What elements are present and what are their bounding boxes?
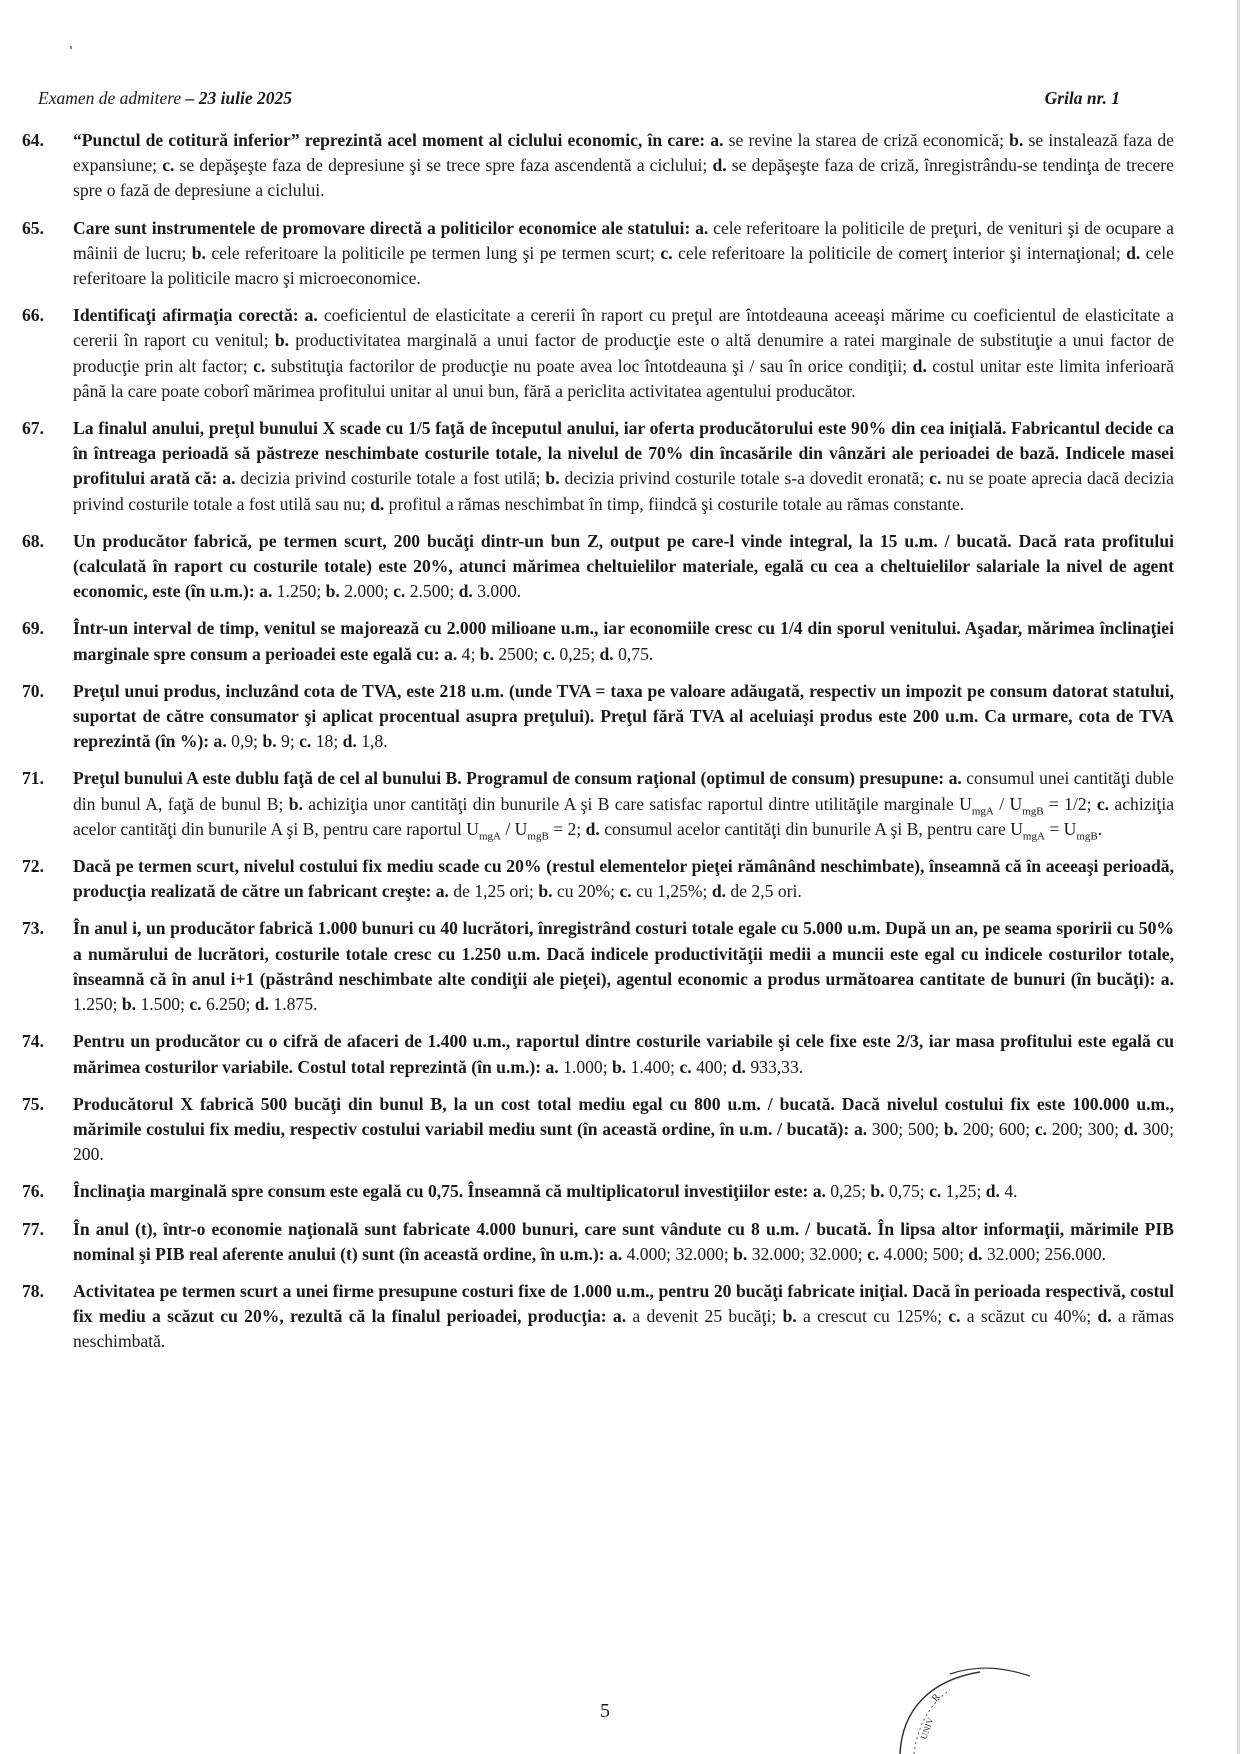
question-text-segment: 1.250; [73, 994, 122, 1015]
question-text-segment: cele referitoare la politicile de comerţ interior şi internaţional; [672, 242, 1127, 263]
question-text-segment: 0,25; [825, 1181, 871, 1202]
question-text [73, 766, 1174, 842]
question-item [22, 216, 1174, 292]
question-stem-or-option-letter: c. [1096, 793, 1110, 814]
question-item [22, 679, 1174, 755]
question-text-segment: 300; 500; [867, 1118, 944, 1139]
question-stem-or-option-letter: b. [191, 242, 206, 263]
question-text-segment: . [1097, 818, 1103, 839]
question-text-segment: 4.000; 500; [879, 1243, 969, 1264]
question-stem-or-option-letter: d. [1097, 1306, 1112, 1327]
question-stem-or-option-letter: b. [1009, 130, 1024, 150]
question-text-segment: a scăzut cu 40%; [960, 1306, 1098, 1327]
question-stem-or-option-letter: b. [943, 1118, 959, 1139]
question-stem-or-option-letter: c. [929, 468, 942, 489]
question-stem-or-option-letter: Preţul unui produs, incluzând cota de TVA, este 218 u.m. (unde TVA = taxa pe valoare adăugată, respectiv un impozit pe consum datorat statului, suportat de către consumator şi aplicat procentual asupra preţului). Preţul fără TVA al aceluiaşi produs este 200 u.m. Ca urmare, cota de TVA reprezintă (în %): a. [73, 680, 1174, 752]
question-item [22, 303, 1174, 404]
exam-date: – 23 iulie 2025 [185, 88, 293, 108]
question-text-segment: decizia privind costurile totale s-a dovedit eronată; [559, 468, 930, 489]
question-item [22, 854, 1174, 904]
question-text-segment: 0,9; [226, 731, 263, 752]
question-text-segment: substituţia factorilor de producţie nu poate avea loc întotdeauna şi / sau în orice condiţii; [265, 355, 913, 376]
question-number: 65. [22, 217, 44, 238]
question-text [73, 854, 1174, 904]
grid-number: Grila nr. 1 [1044, 88, 1120, 108]
question-number: 68. [22, 530, 44, 551]
question-text-segment: consumul unei cantităţi duble din bunul A, faţă de bunul B; [73, 768, 1174, 814]
question-text-segment: se depăşeşte faza de depresiune şi se trece spre faza ascendentă a ciclului; [174, 155, 713, 176]
question-text-segment: 1.000; [558, 1056, 612, 1077]
question-stem-or-option-letter: b. [288, 793, 303, 814]
question-stem-or-option-letter: c. [253, 355, 266, 376]
question-stem-or-option-letter: b. [121, 994, 137, 1015]
question-stem-or-option-letter: c. [299, 731, 312, 752]
question-text-segment: = 2; [548, 818, 586, 839]
question-number: 64. [22, 130, 44, 150]
question-stem-or-option-letter: d. [912, 355, 927, 376]
question-stem-or-option-letter: Pentru un producător cu o cifră de afaceri de 1.400 u.m., raportul dintre costurile variabile şi cele fixe este 2/3, iar masa profitului este egală cu mărimea costurilor variabile. Costul total reprezintă (în u.m.): a. [73, 1031, 1174, 1077]
question-text [73, 416, 1174, 517]
question-stem-or-option-letter: Un producător fabrică, pe termen scurt, 200 bucăţi dintr-un bun Z, output pe care-l vinde integral, la 15 u.m. / bucată. Dacă rata profitului (calculată în raport cu costurile totale) este 20%, atunci mărimea cheltuielilor materiale, egală cu cea a cheltuielilor salariale la nivel de agent economic, este (în u.m.): a. [73, 530, 1174, 602]
question-stem-or-option-letter: b. [538, 881, 553, 902]
question-stem-or-option-letter: Preţul bunului A este dublu faţă de cel al bunului B. Programul de consum raţional (optimul de consum) presupune: a. [73, 768, 962, 789]
question-text-segment: 1.250; [272, 581, 326, 602]
question-text-segment: cele referitoare la politicile de preţuri, de venituri şi de ocupare a mâinii de lucru; [73, 217, 1174, 263]
question-item [22, 128, 1174, 204]
question-text-segment: 9; [276, 731, 300, 752]
question-text-segment: 200; 600; [958, 1118, 1035, 1139]
question-text-segment: = 1/2; [1043, 793, 1097, 814]
question-text-segment: mgB [527, 830, 549, 843]
question-number: 69. [22, 618, 44, 639]
question-text-segment: 400; [691, 1056, 732, 1077]
question-text-segment: 4; [457, 643, 480, 664]
question-stem-or-option-letter: b. [782, 1306, 797, 1327]
question-stem-or-option-letter: d. [585, 818, 600, 839]
question-item [22, 1092, 1174, 1168]
question-stem-or-option-letter: c. [679, 1056, 692, 1077]
question-number: 66. [22, 305, 44, 326]
question-stem-or-option-letter: b. [870, 1181, 885, 1202]
question-text-segment: consumul acelor cantităţi din bunurile A şi B, pentru care U [599, 818, 1023, 839]
question-text-segment: 1.875. [269, 994, 318, 1015]
question-text-segment: se depăşeşte faza de criză, înregistrându-se tendinţa de trecere spre o fază de depresiune a ciclului. [73, 155, 1174, 201]
question-stem-or-option-letter: c. [948, 1306, 961, 1327]
question-stem-or-option-letter: c. [929, 1181, 942, 1202]
question-number: 76. [22, 1181, 44, 1202]
question-text [73, 128, 1174, 204]
question-text-segment: 200; 300; [1047, 1118, 1124, 1139]
question-text-segment: 1.400; [626, 1056, 680, 1077]
question-text [73, 216, 1174, 292]
question-stem-or-option-letter: În anul i, un producător fabrică 1.000 bunuri cu 40 lucrători, înregistrând costuri totale egale cu 5.000 u.m. După un an, pe seama sporirii cu 50% a numărului de lucrători, costurile totale cresc cu 1.250 u.m. Dacă indicele productivităţii medii a muncii este egal cu indicele costurilor totale, înseamnă că în anul i+1 (păstrând neschimbate alte condiţii ale pieţei), agentul economic a produs următoarea cantitate de bunuri (în bucăţi): a. [73, 918, 1174, 989]
question-item [22, 416, 1174, 517]
question-text-segment: 0,25; [555, 643, 600, 664]
question-text [73, 1029, 1174, 1079]
question-number: 71. [22, 768, 44, 789]
question-text-segment: 933,33. [745, 1056, 804, 1077]
question-text-segment: 0,75. [613, 643, 654, 664]
question-text-segment: 4. [999, 1181, 1018, 1202]
question-text-segment: 2.000; [339, 581, 394, 602]
exam-name: Examen de admitere [38, 88, 182, 108]
question-item [22, 1279, 1174, 1355]
question-number: 73. [22, 918, 44, 939]
question-text-segment: 2500; [493, 643, 543, 664]
page-number: 5 [600, 1700, 610, 1722]
question-stem-or-option-letter: b. [262, 731, 277, 752]
question-stem-or-option-letter: Care sunt instrumentele de promovare directă a politicilor economice ale statului: a. [73, 217, 709, 238]
question-text-segment: mgA [1022, 830, 1045, 843]
question-text-segment: achiziţia unor cantităţi din bunurile A şi B care satisfac raportul dintre utilităţile marginale U [302, 793, 972, 814]
question-stem-or-option-letter: Înclinaţia marginală spre consum este egală cu 0,75. Înseamnă că multiplicatorul investiţiilor este: a. [73, 1181, 826, 1202]
question-stem-or-option-letter: d. [1123, 1118, 1138, 1139]
question-stem-or-option-letter: c. [542, 643, 556, 664]
question-text-segment: 18; [311, 731, 343, 752]
question-text-segment: / U [993, 793, 1023, 814]
question-text-segment: achiziţia acelor cantităţi din bunurile A şi B, pentru care raportul U [73, 793, 1175, 839]
question-stem-or-option-letter: c. [162, 155, 175, 176]
question-text [73, 303, 1174, 404]
question-stem-or-option-letter: d. [254, 994, 270, 1015]
question-stem-or-option-letter: Într-un interval de timp, venitul se majorează cu 2.000 milioane u.m., iar economiile cresc cu 1/4 din sporul venitului. Aşadar, mărimea înclinaţiei marginale spre consum a perioadei este egală cu: a. [73, 618, 1174, 664]
question-text-segment: nu se poate aprecia dacă decizia privind costurile totale a fost utilă sau nu; [73, 468, 1174, 514]
question-item [22, 1179, 1174, 1204]
question-text-segment: 32.000; 256.000. [982, 1243, 1107, 1264]
question-text-segment: 300; 200. [73, 1118, 1174, 1165]
question-stem-or-option-letter: Activitatea pe termen scurt a unei firme presupune costuri fixe de 1.000 u.m., pentru 20 bucăţi fabricate iniţial. Dacă în perioada respectivă, costul fix mediu a scăzut cu 20%, rezultă că la finalul perioadei, producţia: a. [73, 1280, 1174, 1327]
question-stem-or-option-letter: În anul (t), într-o economie naţională sunt fabricate 4.000 bunuri, care sunt vândute cu 8 u.m. / bucată. În lipsa altor informaţii, mărimile PIB nominal şi PIB real aferente anului (t) sunt (în această ordine, în u.m.): a. [73, 1218, 1174, 1264]
question-stem-or-option-letter: c. [393, 581, 406, 602]
question-text-segment: decizia privind costurile totale a fost utilă; [235, 468, 546, 489]
question-stem-or-option-letter: d. [370, 493, 385, 514]
question-text [73, 1092, 1174, 1168]
question-text [73, 1217, 1174, 1267]
question-number: 70. [22, 680, 44, 701]
question-stem-or-option-letter: b. [545, 468, 560, 489]
question-stem-or-option-letter: c. [660, 242, 673, 263]
question-text-segment: de 1,25 ori; [448, 881, 539, 902]
page-header [38, 88, 1120, 109]
question-text-segment: = U [1044, 818, 1077, 839]
question-stem-or-option-letter: d. [599, 643, 614, 664]
question-text-segment: coeficientul de elasticitate a cererii în raport cu preţul are întotdeauna aceeaşi mărime cu coeficientul de elasticitate a cererii în raport cu venitul; [73, 305, 1174, 351]
question-stem-or-option-letter: d. [458, 581, 473, 602]
question-number: 77. [22, 1218, 44, 1239]
question-text-segment: de 2,5 ori. [726, 881, 802, 902]
question-text [73, 916, 1174, 1017]
svg-text:UNIV: UNIV [918, 1716, 936, 1741]
question-text-segment: 3.000. [472, 581, 522, 602]
question-number: 72. [22, 856, 44, 877]
question-text-segment: a rămas neschimbată. [73, 1306, 1174, 1352]
question-text [73, 616, 1174, 666]
question-text-segment: profitul a rămas neschimbat în timp, fiindcă şi costurile totale au rămas constante. [384, 493, 965, 514]
question-text-segment: a crescut cu 125%; [796, 1306, 949, 1327]
university-stamp [890, 1640, 1040, 1754]
question-text-segment: cele referitoare la politicile macro şi microeconomice. [73, 242, 1174, 289]
question-number: 78. [22, 1280, 44, 1301]
question-text [73, 679, 1174, 755]
svg-text:R: R [929, 1691, 943, 1704]
question-text [73, 1179, 1174, 1204]
question-number: 75. [22, 1093, 44, 1114]
question-text-segment: cu 1,25%; [631, 881, 712, 902]
question-stem-or-option-letter: Producătorul X fabrică 500 bucăţi din bunul B, la un cost total mediu egal cu 800 u.m. / bucată. Dacă nivelul costului fix este 100.000 u.m., mărimile costului fix mediu, respectiv costului variabil mediu sunt (în această ordine, în u.m. / bucată): a. [73, 1093, 1174, 1139]
question-text-segment: 6.250; [201, 994, 255, 1015]
scan-speck [70, 46, 72, 49]
question-stem-or-option-letter: d. [968, 1243, 983, 1264]
question-stem-or-option-letter: Identificaţi afirmaţia corectă: a. [73, 305, 318, 326]
question-text-segment: 32.000; 32.000; [747, 1243, 868, 1264]
question-list [22, 128, 1174, 1367]
question-text-segment: 2.500; [405, 581, 459, 602]
question-stem-or-option-letter: c. [619, 881, 632, 902]
question-stem-or-option-letter: c. [189, 994, 202, 1015]
question-text-segment: 0,75; [884, 1181, 930, 1202]
question-text-segment: mgB [1076, 830, 1098, 843]
question-text-segment: se revine la starea de criză economică; [723, 130, 1010, 150]
question-text-segment: 4.000; 32.000; [622, 1243, 734, 1264]
question-stem-or-option-letter: d. [985, 1181, 1000, 1202]
question-text-segment: se instalează faza de expansiune; [73, 130, 1174, 176]
question-text-segment: mgB [1022, 805, 1044, 818]
question-stem-or-option-letter: d. [711, 881, 727, 902]
question-stem-or-option-letter: b. [612, 1056, 627, 1077]
question-stem-or-option-letter: c. [1034, 1118, 1048, 1139]
question-item [22, 529, 1174, 605]
question-stem-or-option-letter: b. [274, 330, 290, 351]
question-stem-or-option-letter: Dacă pe termen scurt, nivelul costului fix mediu scade cu 20% (restul elementelor pieţei rămânând neschimbate), înseamnă că în aceeaşi perioadă, producţia realizată de către un fabricant creşte: a. [73, 856, 1174, 902]
question-number: 74. [22, 1031, 44, 1052]
question-stem-or-option-letter: b. [479, 643, 494, 664]
question-text-segment: cele referitoare la politicile pe termen lung şi pe termen scurt; [205, 242, 661, 263]
question-item [22, 616, 1174, 666]
question-stem-or-option-letter: b. [733, 1243, 748, 1264]
question-item [22, 1029, 1174, 1079]
question-item [22, 766, 1174, 842]
question-number: 67. [22, 418, 44, 439]
question-text [73, 529, 1174, 605]
question-text-segment: 1.500; [136, 994, 190, 1015]
question-stem-or-option-letter: d. [712, 155, 727, 176]
question-stem-or-option-letter: d. [1126, 242, 1141, 263]
question-text-segment: 1,8. [356, 731, 388, 752]
question-stem-or-option-letter: La finalul anului, preţul bunului X scade cu 1/5 faţă de începutul anului, iar oferta producătorului este 90% din cea iniţială. Fabricantul decide ca în întreaga perioadă să păstreze neschimbate costurile totale, la nivelul de 70% din încasările din vânzări ale perioadei de bază. Indicele masei profitului arată că: a. [73, 418, 1174, 489]
question-stem-or-option-letter: c. [867, 1243, 880, 1264]
question-stem-or-option-letter: d. [731, 1056, 746, 1077]
question-item [22, 916, 1174, 1017]
question-stem-or-option-letter: b. [325, 581, 340, 602]
question-text-segment: cu 20%; [552, 881, 620, 902]
question-stem-or-option-letter: “Punctul de cotitură inferior” reprezintă acel moment al ciclului economic, în care: a. [73, 130, 724, 150]
question-text-segment: mgA [479, 830, 501, 843]
question-item [22, 1217, 1174, 1267]
question-text-segment: productivitatea marginală a unui factor de producţie este o altă denumire a ratei marginale de substituţie a unui factor de producţie prin alt factor; [73, 330, 1174, 376]
question-text-segment: 1,25; [941, 1181, 986, 1202]
exam-title [38, 88, 292, 109]
question-text-segment: mgA [971, 805, 994, 818]
question-text [73, 1279, 1174, 1355]
question-text-segment: a devenit 25 bucăţi; [626, 1306, 783, 1327]
question-text-segment: / U [501, 818, 528, 839]
question-text-segment: costul unitar este limita inferioară până la care poate coborî mărimea profitului unitar al unui bun, fără a periclita activitatea agentului producător. [73, 355, 1174, 401]
question-stem-or-option-letter: d. [342, 731, 357, 752]
